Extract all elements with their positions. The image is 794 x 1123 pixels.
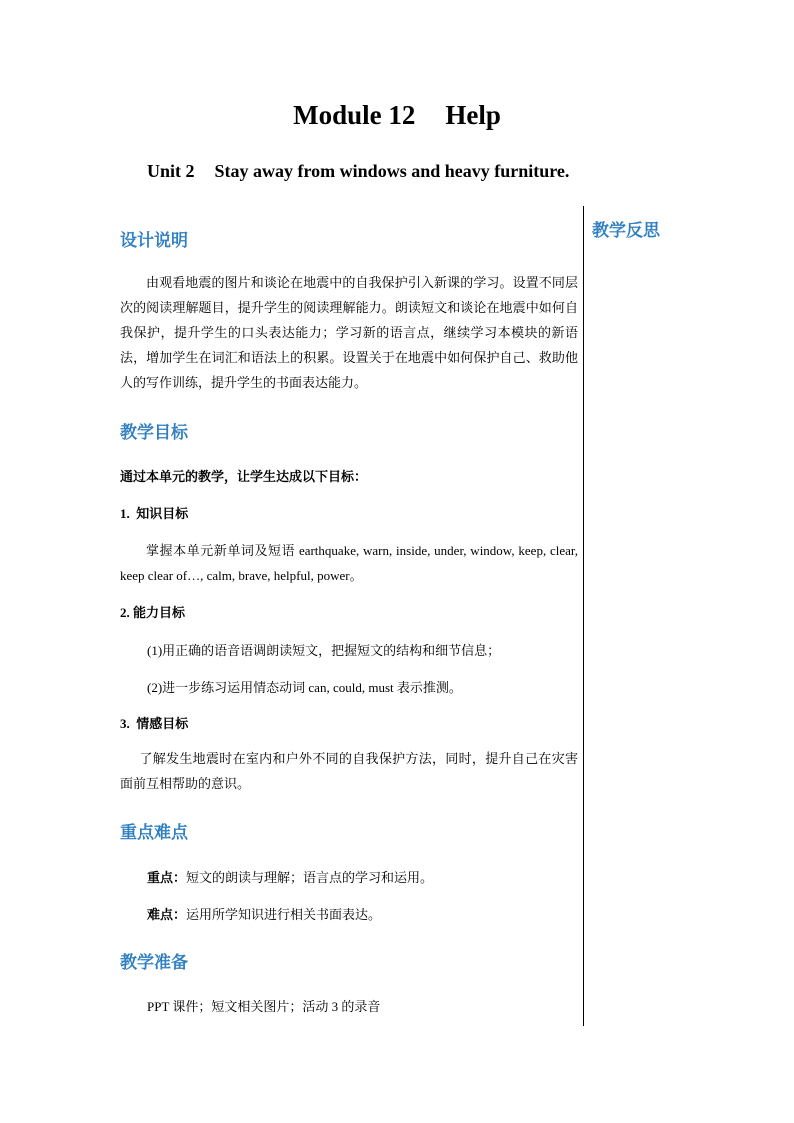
objectives-heading: 教学目标 bbox=[120, 423, 188, 443]
unit-label: Unit 2 bbox=[147, 161, 195, 181]
module-title bbox=[0, 100, 794, 131]
ability-heading bbox=[120, 602, 185, 621]
emotion-text: 了解发生地震时在室内和户外不同的自我保护方法，同时，提升自己在灾害面前互相帮助的意识。 bbox=[120, 751, 578, 791]
ability-item-1: (1)用正确的语音语调朗读短文，把握短文的结构和细节信息； bbox=[147, 643, 501, 658]
difficult-point-line bbox=[147, 904, 381, 923]
column-divider bbox=[583, 206, 584, 1026]
objectives-intro: 通过本单元的教学，让学生达成以下目标： bbox=[120, 470, 368, 485]
key-points-heading: 重点难点 bbox=[120, 823, 188, 843]
key-point-line bbox=[147, 867, 433, 886]
knowledge-number: 1. bbox=[120, 506, 130, 521]
knowledge-label: 知识目标 bbox=[136, 507, 189, 522]
knowledge-text: 掌握本单元新单词及短语 earthquake, warn, inside, under, window, keep, clear, keep clear of…, calm, brave, helpful, power。 bbox=[120, 543, 578, 583]
unit-name: Stay away from windows and heavy furniture. bbox=[214, 161, 570, 181]
unit-title bbox=[147, 161, 569, 182]
emotion-label: 情感目标 bbox=[136, 717, 189, 732]
emotion-heading bbox=[120, 713, 188, 732]
emotion-number: 3. bbox=[120, 716, 130, 731]
difficult-text: 运用所学知识进行相关书面表达。 bbox=[186, 907, 382, 922]
preparation-heading: 教学准备 bbox=[120, 953, 188, 973]
module-topic: Help bbox=[445, 100, 501, 130]
module-number: Module 12 bbox=[293, 100, 416, 130]
ability-label: 能力目标 bbox=[133, 606, 186, 621]
design-heading: 设计说明 bbox=[120, 231, 188, 251]
ability-number: 2. bbox=[120, 605, 130, 620]
reflection-heading: 教学反思 bbox=[592, 221, 660, 241]
knowledge-heading bbox=[120, 503, 188, 522]
ability-item-2: (2)进一步练习运用情态动词 can, could, must 表示推测。 bbox=[147, 680, 462, 695]
key-text: 短文的朗读与理解；语言点的学习和运用。 bbox=[186, 870, 434, 885]
key-label: 重点： bbox=[147, 871, 187, 886]
design-paragraph: 由观看地震的图片和谈论在地震中的自我保护引入新课的学习。设置不同层次的阅读理解题目，提升学生的阅读理解能力。朗读短文和谈论在地震中如何自我保护，提升学生的口头表达能力；学习新的语言点，继续学习本模块的新语法，增加学生在词汇和语法上的积累。设置关于在地震中如何保护自己、救助他人的写作训练，提升学生的书面表达能力。 bbox=[120, 275, 578, 390]
preparation-text: PPT 课件；短文相关图片；活动 3 的录音 bbox=[147, 999, 381, 1014]
difficult-label: 难点： bbox=[147, 908, 187, 923]
